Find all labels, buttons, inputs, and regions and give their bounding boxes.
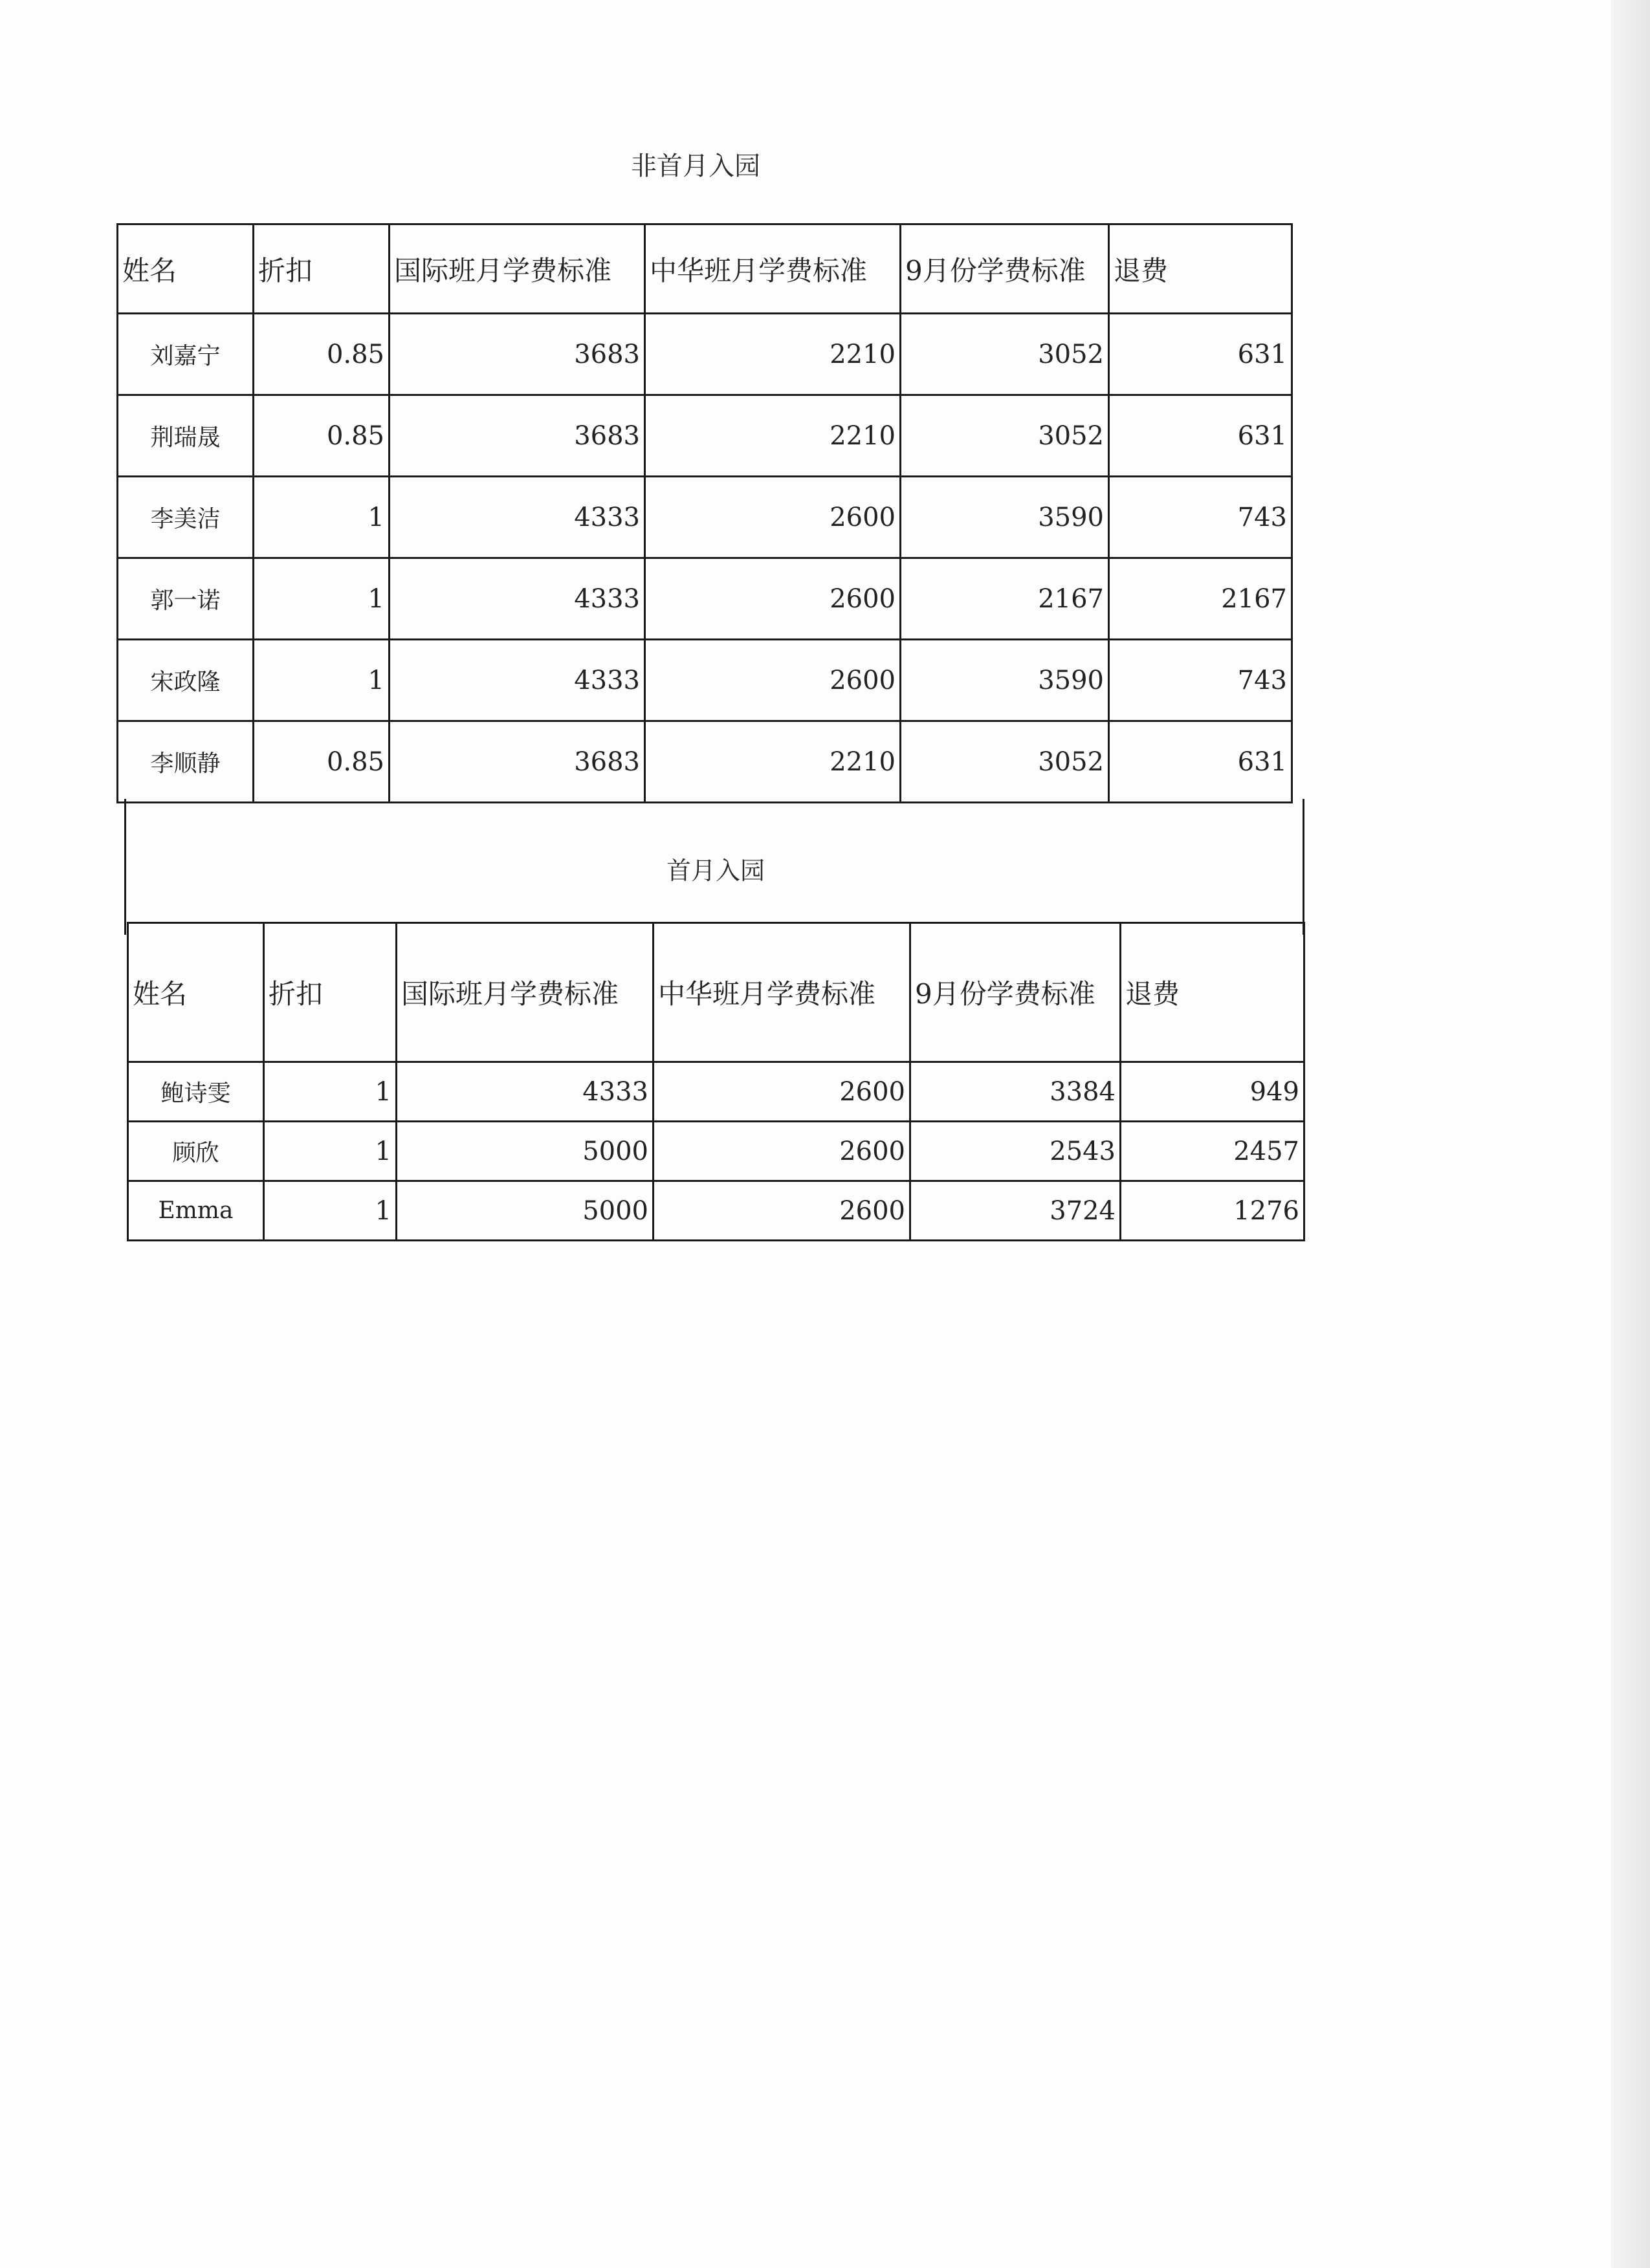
header-discount: 折扣 — [254, 224, 390, 314]
cell-sept-fee: 3384 — [910, 1062, 1121, 1122]
cell-refund: 2167 — [1109, 558, 1292, 640]
cell-name: 鲍诗雯 — [128, 1062, 264, 1122]
cell-refund: 743 — [1109, 640, 1292, 721]
cell-discount: 0.85 — [254, 314, 390, 395]
cell-refund: 1276 — [1121, 1181, 1304, 1241]
table-row — [128, 1122, 1304, 1181]
header-sept-fee: 9月份学费标准 — [901, 224, 1109, 314]
cell-sept-fee: 3052 — [901, 721, 1109, 803]
cell-sept-fee: 3590 — [901, 640, 1109, 721]
table-row — [128, 1062, 1304, 1122]
table-header-row — [118, 224, 1292, 314]
cell-refund: 2457 — [1121, 1122, 1304, 1181]
cell-sept-fee: 2167 — [901, 558, 1109, 640]
cell-discount: 0.85 — [254, 395, 390, 477]
cell-intl-fee: 3683 — [390, 395, 645, 477]
cell-refund: 949 — [1121, 1062, 1304, 1122]
header-name: 姓名 — [118, 224, 254, 314]
table-row — [118, 640, 1292, 721]
cell-sept-fee: 3590 — [901, 477, 1109, 558]
cell-discount: 1 — [264, 1181, 397, 1241]
section-title-non-first: 非首月入园 — [631, 151, 760, 181]
cell-refund: 631 — [1109, 314, 1292, 395]
header-sept-fee: 9月份学费标准 — [910, 923, 1121, 1062]
cell-intl-fee: 4333 — [390, 477, 645, 558]
cell-refund: 631 — [1109, 395, 1292, 477]
cell-name: 李美洁 — [118, 477, 254, 558]
table-row — [118, 395, 1292, 477]
cell-sept-fee: 3724 — [910, 1181, 1121, 1241]
cell-refund: 631 — [1109, 721, 1292, 803]
cell-name: 宋政隆 — [118, 640, 254, 721]
cell-chinese-fee: 2600 — [645, 477, 901, 558]
header-intl-fee: 国际班月学费标准 — [397, 923, 654, 1062]
fee-table-first — [127, 922, 1305, 1241]
table-row — [118, 721, 1292, 803]
fee-table-non-first — [116, 223, 1293, 803]
cell-sept-fee: 2543 — [910, 1122, 1121, 1181]
cell-chinese-fee: 2600 — [654, 1122, 910, 1181]
table-row — [118, 314, 1292, 395]
section-title-first: 首月入园 — [666, 856, 765, 885]
table-header-row — [128, 923, 1304, 1062]
cell-intl-fee: 4333 — [390, 640, 645, 721]
cell-discount: 1 — [254, 477, 390, 558]
cell-intl-fee: 3683 — [390, 314, 645, 395]
cell-chinese-fee: 2600 — [645, 558, 901, 640]
cell-intl-fee: 5000 — [397, 1122, 654, 1181]
cell-discount: 0.85 — [254, 721, 390, 803]
cell-chinese-fee: 2210 — [645, 395, 901, 477]
cell-chinese-fee: 2210 — [645, 721, 901, 803]
cell-chinese-fee: 2600 — [645, 640, 901, 721]
cell-discount: 1 — [254, 558, 390, 640]
cell-intl-fee: 4333 — [397, 1062, 654, 1122]
header-discount: 折扣 — [264, 923, 397, 1062]
cell-name: Emma — [128, 1181, 264, 1241]
table-row — [118, 477, 1292, 558]
cell-discount: 1 — [254, 640, 390, 721]
cell-name: 刘嘉宁 — [118, 314, 254, 395]
cell-sept-fee: 3052 — [901, 395, 1109, 477]
cell-name: 李顺静 — [118, 721, 254, 803]
cell-discount: 1 — [264, 1062, 397, 1122]
page-edge — [1611, 0, 1650, 2268]
header-refund: 退费 — [1109, 224, 1292, 314]
cell-refund: 743 — [1109, 477, 1292, 558]
cell-chinese-fee: 2600 — [654, 1062, 910, 1122]
header-intl-fee: 国际班月学费标准 — [390, 224, 645, 314]
table-row — [128, 1181, 1304, 1241]
header-chinese-fee: 中华班月学费标准 — [654, 923, 910, 1062]
header-chinese-fee: 中华班月学费标准 — [645, 224, 901, 314]
cell-name: 荆瑞晟 — [118, 395, 254, 477]
header-refund: 退费 — [1121, 923, 1304, 1062]
cell-intl-fee: 4333 — [390, 558, 645, 640]
cell-name: 郭一诺 — [118, 558, 254, 640]
cell-intl-fee: 5000 — [397, 1181, 654, 1241]
table-row — [118, 558, 1292, 640]
cell-chinese-fee: 2600 — [654, 1181, 910, 1241]
cell-sept-fee: 3052 — [901, 314, 1109, 395]
cell-chinese-fee: 2210 — [645, 314, 901, 395]
header-name: 姓名 — [128, 923, 264, 1062]
cell-name: 顾欣 — [128, 1122, 264, 1181]
cell-intl-fee: 3683 — [390, 721, 645, 803]
cell-discount: 1 — [264, 1122, 397, 1181]
